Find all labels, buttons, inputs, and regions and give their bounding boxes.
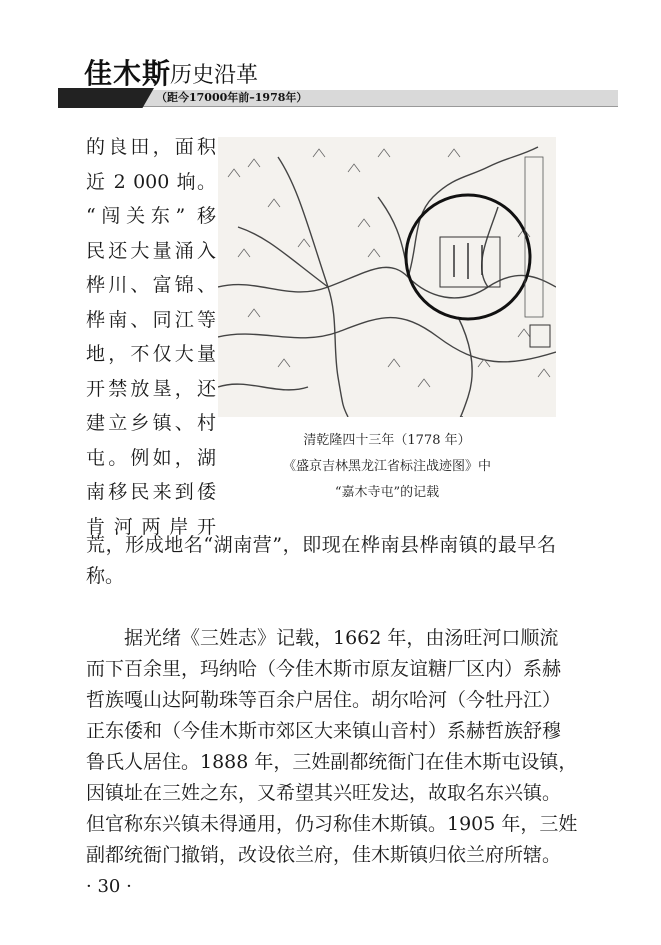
book-title-suffix: 历史沿革 (170, 63, 259, 88)
text-line: 的良田，面积 (86, 136, 216, 158)
historical-map-image (218, 137, 556, 417)
page-number: · 30 · (86, 876, 132, 897)
text-line: 南移民来到倭 (86, 481, 216, 503)
text-line: 开禁放垦，还 (86, 377, 216, 400)
paragraph-first-line: 据光绪《三姓志》记载，1662 年，由汤旺河口顺流 (124, 627, 559, 649)
text-line: 称。 (86, 565, 125, 587)
text-line: 哲族嘎山达阿勒珠等百余户居住。胡尔哈河（今牡丹江） (86, 689, 562, 711)
text-line: 正东倭和（今佳木斯市郊区大来镇山音村）系赫哲族舒穆 (86, 720, 562, 742)
text-line: 建立乡镇、村 (86, 412, 216, 434)
text-line: 但官称东兴镇未得通用，仍习称佳木斯镇。1905 年，三姓 (86, 813, 578, 835)
text-line: 肯河两岸开 (86, 515, 216, 538)
caption-line: “嘉木寺屯”的记载 (334, 485, 440, 500)
narrow-column-text (86, 130, 216, 544)
text-line: 鲁氏人居住。1888 年，三姓副都统衙门在佳木斯屯设镇， (86, 751, 578, 773)
book-header (58, 52, 618, 108)
text-line: 而下百余里，玛纳哈（今佳木斯市原友谊糖厂区内）系赫 (86, 658, 562, 680)
text-line: 桦南、同江等 (86, 308, 216, 331)
book-subtitle: （距今17000年前–1978年） (156, 91, 308, 104)
text-line: 近 2 000 垧。 (86, 170, 216, 193)
text-line: 民还大量涌入 (86, 239, 216, 262)
text-line: 屯。例如，湖 (86, 446, 216, 469)
book-title-logo: 佳木斯 (84, 57, 172, 90)
text-line: 因镇址在三姓之东，又希望其兴旺发达，故取名东兴镇。 (86, 782, 562, 804)
caption-line: 清乾隆四十三年（1778 年） (303, 433, 471, 448)
text-line: 桦川、富锦、 (86, 274, 216, 296)
text-line: 荒，形成地名“湖南营”，即现在桦南县桦南镇的最早名 (86, 534, 556, 556)
text-line: “闯关东” 移 (86, 205, 216, 227)
text-line: 副都统衙门撤销，改设依兰府，佳木斯镇归依兰府所辖。 (86, 844, 562, 866)
caption-line: 《盛京吉林黑龙江省标注战迹图》中 (282, 459, 491, 474)
text-line: 地，不仅大量 (86, 343, 216, 365)
figure-caption (218, 428, 556, 506)
